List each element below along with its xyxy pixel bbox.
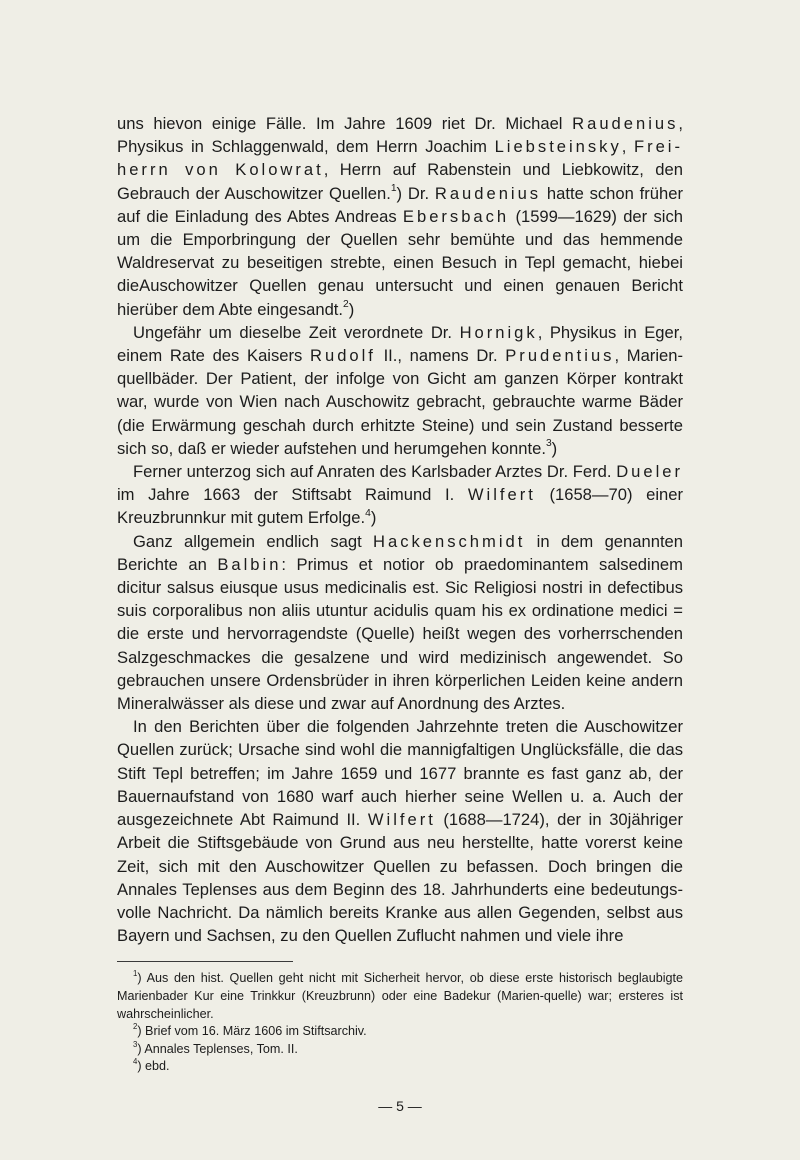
main-text [117, 112, 683, 947]
spaced-name: Wilfert [367, 810, 436, 830]
text-run: uns hievon einige Fälle. Im Jahre 1609 riet Dr. Michael [117, 114, 573, 133]
footnote-number: 1 [133, 969, 138, 979]
footnote-number: 2 [133, 1022, 138, 1032]
footnote [117, 1023, 683, 1041]
spaced-name: Hornigk [459, 322, 538, 342]
spaced-name: Wilfert [467, 485, 536, 505]
page-number: — 5 — [378, 1098, 422, 1114]
footnote [117, 1058, 683, 1076]
spaced-name: Raudenius [572, 114, 679, 133]
paragraph [117, 112, 683, 321]
paragraph [117, 460, 683, 530]
footnote [117, 1041, 683, 1059]
text-run: Ungefähr um dieselbe Zeit verordnete Dr. [133, 322, 460, 342]
text-run: II., namens Dr. [375, 346, 506, 366]
text-run: ) [551, 438, 558, 458]
text-run: (1599—1629) der sich um die Emporbringung der Quellen sehr bemühte und das hemmende Waldreservat zu beseitigen strebte, einen Besuch in Tepl gemacht, hiebei dieAuschowitzer Quellen genau untersucht und einen genauen Bericht hierüber dem Abte eingesandt. [117, 206, 683, 319]
footnote [117, 970, 683, 1023]
text-run: , Physikus in Eger, einem Rate des Kaisers [117, 322, 683, 366]
spaced-name: Hackenschmidt [373, 531, 526, 551]
text-run: ) Dr. [396, 183, 435, 203]
footnote-paren: ) [137, 1059, 146, 1074]
spaced-name: Prudentius [505, 346, 615, 366]
footnote-marker: 3 [545, 438, 552, 450]
spaced-name: Dueler [616, 462, 683, 482]
text-run: (1688—1724), der in 30jähriger Arbeit die Stiftsgebäude von Grund aus neu herstellte, hatte vorerst keine Zeit, sich mit den Auschowitzer Quellen zu befassen. Doch bringen die Annales Teplenses aus dem Beginn des 18. Jahrhunderts eine bedeutungs-volle Nachricht. Da nämlich bereits Kranke aus allen Gegenden, selbst aus Bayern und Sachsen, zu den Quellen Zuflucht nahmen und viele ihre [117, 810, 683, 946]
text-run: (1658—70) einer Kreuzbrunnkur mit gutem Erfolge. [117, 485, 683, 528]
paragraph [117, 530, 683, 716]
paragraph [117, 321, 683, 460]
footnotes [117, 970, 683, 1076]
text-run: hatte schon früher auf die Einladung des Abtes Andreas [117, 183, 684, 226]
spaced-name: Frei-herrn von Kolowrat [117, 137, 683, 180]
footnote-rule [117, 961, 293, 962]
text-run: Ferner unterzog sich auf Anraten des Karlsbader Arztes Dr. Ferd. [133, 462, 617, 482]
text-run: , [621, 137, 634, 157]
footnote-marker: 2 [343, 299, 349, 311]
text-run: , Herrn auf Rabenstein und Liebkowitz, den Gebrauch der Auschowitzer Quellen. [117, 160, 683, 203]
footnote-marker: 4 [365, 507, 371, 519]
text-run: im Jahre 1663 der Stiftsabt Raimund I. [117, 485, 468, 505]
footnote-text: Brief vom 16. März 1606 im Stiftsarchiv. [145, 1024, 367, 1039]
footnote-number: 4 [133, 1057, 138, 1067]
spaced-name: Rudolf [310, 346, 376, 366]
text-run: Ganz allgemein endlich sagt [133, 531, 374, 551]
spaced-name: Liebsteinsky [494, 137, 622, 157]
text-run: ) [348, 299, 355, 319]
spaced-name: Ebersbach [402, 206, 510, 226]
footnote-paren: ) [137, 971, 147, 986]
text-run: In den Berichten über die folgenden Jahrzehnte treten die Auschowitzer Quellen zurück; Ursache sind wohl die mannigfaltigen Unglücksfälle, die das Stift Tepl betreffen; im Jahre 1659 und 1677 brannte es fast ganz ab, der Bauernaufstand von 1680 warf auch hierher seine Wellen u. a. Auch der ausgezeichnete Abt Raimund II. [117, 717, 683, 830]
text-run: ) [370, 508, 377, 528]
footnote-paren: ) [137, 1024, 146, 1039]
text-run: in dem genannten Berichte an [117, 531, 684, 574]
footnote-text: ebd. [145, 1059, 170, 1074]
footnote-number: 3 [133, 1039, 138, 1049]
text-run: , Physikus in Schlaggenwald, dem Herrn Joachim [117, 114, 683, 157]
spaced-name: Raudenius [434, 183, 542, 203]
footnote-marker: 1 [390, 183, 397, 195]
text-run: : Primus et notior ob praedominantem salsedinem dicitur salsus eiusque usus medicinalis est. Sic Religiosi nostri in defectibus suis corporalibus non aliis utuntur acidulis quam his ex ordinatione medici = die erste und hervorragendste (Quelle) heißt wegen des vorherrschenden Salzgeschmackes die gesalzene und wird medizinisch angewendet. So gebrauchen unsere Ordensbrüder in ihren körperlichen Leiden keine andern Mineralwässer als diese und zwar auf Anordnung des Arztes. [117, 554, 683, 714]
footnote-text: Annales Teplenses, Tom. II. [144, 1041, 298, 1056]
paragraph [117, 715, 683, 947]
text-run: , Marien-quellbäder. Der Patient, der infolge von Gicht am ganzen Körper kontrakt war, wurde von Wien nach Auschowitz gebracht, gebrauchte warme Bäder (die Erwärmung geschah durch erhitzte Steine) und sein Zustand besserte sich so, daß er wieder aufstehen und herumgehen konnte. [117, 346, 683, 458]
footnote-paren: ) [137, 1041, 145, 1056]
spaced-name: Balbin [217, 554, 282, 574]
footnote-text: Aus den hist. Quellen geht nicht mit Sicherheit hervor, ob diese erste historisch beglaubigte Marienbader Kur eine Trinkkur (Kreuzbrunn) oder eine Badekur (Marien-quelle) war; ersteres ist wahrscheinlicher. [117, 971, 684, 1021]
text-column [117, 112, 683, 1076]
